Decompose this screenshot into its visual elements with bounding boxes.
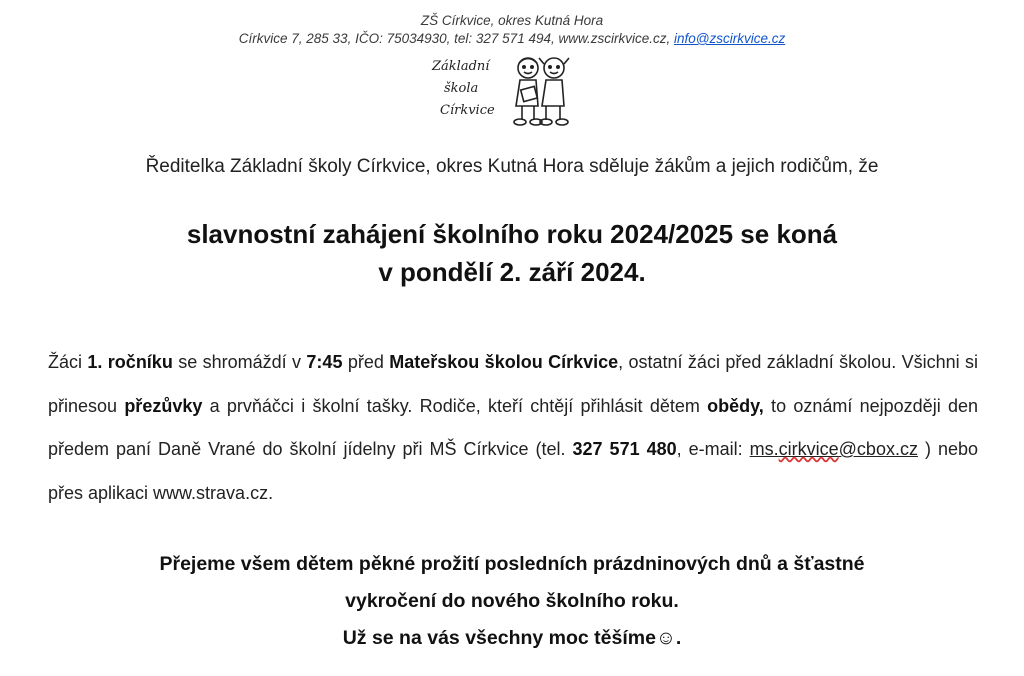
letterhead	[0, 12, 1024, 48]
body-text: to oznámí nejpozději den předem paní Daně Vrané do školní jídelny při MŠ Církvice (tel.	[48, 395, 978, 459]
two-children-logo-icon	[504, 52, 584, 132]
wishes-line-3: Už se na vás všechny moc těšíme☺.	[342, 627, 682, 649]
body-text: a prvňáčci i školní tašky. Rodiče, kteří chtějí přihlásit dětem	[202, 395, 708, 416]
body-text: ) nebo přes aplikaci www.strava.cz.	[48, 439, 978, 503]
logo-line: Základní	[432, 59, 490, 74]
headline-line-1: slavnostní zahájení školního roku 2024/2025 se koná	[186, 219, 838, 249]
headline-line-2: v pondělí 2. září 2024.	[378, 257, 646, 287]
grade-label: 1. ročníku	[87, 352, 173, 372]
email-part: ms.	[749, 439, 779, 459]
email-part: cirkvice	[778, 439, 839, 459]
lunches-label: obědy,	[707, 395, 764, 416]
wishes-line-2: vykročení do nového školního roku.	[345, 590, 679, 612]
email-link[interactable]: info@zscirkvice.cz	[673, 31, 786, 46]
intro-sentence: Ředitelka Základní školy Církvice, okres Kutná Hora sděluje žákům a jejich rodičům, že	[145, 156, 879, 177]
slippers-label: přezůvky	[124, 395, 203, 416]
body-text: Žáci	[48, 352, 88, 372]
wishes-line-1: Přejeme všem dětem pěkné prožití posledních prázdninových dnů a šťastné	[159, 553, 865, 575]
canteen-email-link[interactable]	[750, 439, 918, 459]
email-part: @cbox.cz	[838, 439, 918, 459]
body-paragraph	[48, 341, 978, 515]
school-logo	[428, 52, 588, 132]
body-text: se shromáždí v	[172, 352, 307, 372]
logo-line: škola	[444, 81, 479, 96]
body-text: , e-mail:	[676, 439, 750, 459]
contact-details: Církvice 7, 285 33, IČO: 75034930, tel: 327 571 494, www.zscirkvice.cz,	[238, 31, 674, 46]
phone-number: 327 571 480	[572, 439, 677, 459]
body-text: před	[342, 352, 390, 372]
logo-line: Církvice	[440, 103, 495, 118]
meeting-place: Mateřskou školou Církvice	[389, 352, 619, 372]
body-text: , ostatní žáci před základní školou. Všichni si přinesou	[48, 352, 979, 416]
closing-wishes	[0, 546, 1024, 657]
school-name: ZŠ Církvice, okres Kutná Hora	[420, 13, 604, 28]
meeting-time: 7:45	[306, 352, 343, 372]
headline	[0, 215, 1024, 291]
school-contact	[0, 30, 1024, 48]
